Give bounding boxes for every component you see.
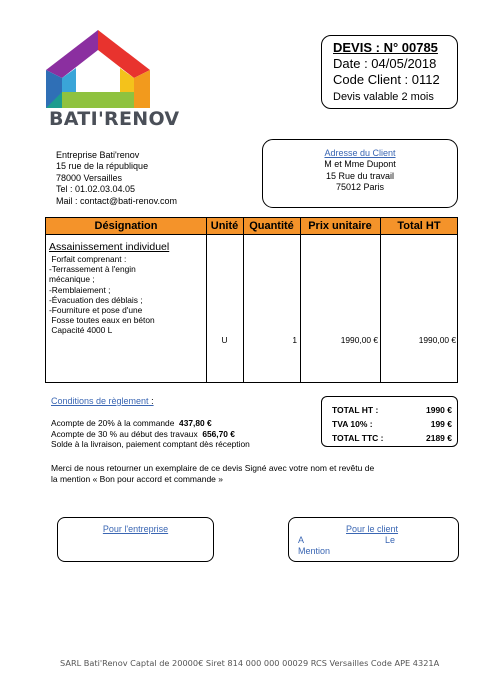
brand-name: BATI'RENOV	[49, 108, 180, 130]
header-unit-price: Prix unitaire	[308, 220, 372, 232]
total-ht-value: 1990 €	[426, 405, 452, 415]
table-header	[46, 218, 457, 235]
item-title: Assainissement individuel	[49, 241, 170, 253]
company-line: Tel : 01.02.03.04.05	[56, 184, 136, 195]
item-quantity: 1	[292, 335, 297, 345]
thank-you-text	[51, 463, 451, 486]
client-code: Code Client : 0112	[333, 72, 440, 87]
client-city: 75012 Paris	[335, 182, 385, 193]
acompte-1	[51, 418, 250, 429]
acompte-2-value: 656,70 €	[202, 428, 235, 439]
tva-row	[332, 419, 452, 429]
devis-validity: Devis valable 2 mois	[333, 91, 434, 103]
item-total: 1990,00 €	[418, 335, 456, 345]
total-ttc-value: 2189 €	[426, 433, 452, 443]
header-quantity: Quantité	[249, 220, 294, 232]
acompte-2-text: Acompte de 30 % au début des travaux	[51, 428, 198, 439]
client-signature-box[interactable]	[288, 517, 459, 562]
item-unit: U	[221, 335, 228, 345]
company-line: 15 rue de la république	[56, 161, 149, 172]
client-address-label: Adresse du Client	[324, 148, 396, 158]
header-total: Total HT	[397, 220, 441, 232]
company-line: 78000 Versailles	[56, 172, 123, 183]
company-signature-label: Pour l'entreprise	[102, 524, 169, 534]
acompte-1-text: Acompte de 20% à la commande	[51, 418, 175, 428]
acompte-2	[51, 429, 250, 440]
legal-footer: SARL Bati'Renov Captal de 20000€ Siret 814 000 000 00029 RCS Versailles Code APE 4321A	[60, 658, 440, 668]
devis-number: DEVIS : N° 00785	[333, 40, 438, 55]
devis-date: Date : 04/05/2018	[333, 56, 437, 71]
tva-value: 199 €	[430, 419, 452, 429]
quote-table	[45, 217, 458, 383]
total-ttc-row	[332, 433, 452, 443]
total-ht-row	[332, 405, 452, 415]
client-signature-label: Pour le client	[346, 524, 399, 534]
column-divider	[300, 218, 301, 382]
item-line: -Remblaiement ;	[49, 284, 111, 295]
item-line: -Évacuation des déblais ;	[49, 294, 143, 305]
item-line: Capacité 4000 L	[49, 325, 113, 336]
item-line: -Terrassement à l'engin	[49, 264, 136, 275]
payment-conditions-link: Conditions de règlement	[51, 396, 149, 406]
company-line: Mail : contact@bati-renov.com	[56, 195, 178, 206]
column-divider	[206, 218, 207, 382]
payment-conditions-label	[51, 396, 154, 406]
tva-label: TVA 10% :	[332, 419, 373, 429]
solde: Solde à la livraison, paiement comptant dès réception	[51, 439, 250, 450]
column-divider	[380, 218, 381, 382]
client-signature-place: A	[298, 535, 305, 545]
item-description	[49, 241, 169, 336]
thank-you-line: Merci de nous retourner un exemplaire de ce devis Signé avec votre nom et revêtu de	[51, 463, 375, 473]
logo-house-icon	[46, 30, 150, 108]
payment-conditions-suffix: :	[148, 396, 154, 406]
thank-you-line: la mention « Bon pour accord et commande »	[51, 474, 223, 485]
company-address	[56, 150, 177, 207]
item-line: mécanique ;	[49, 274, 95, 285]
devis-info-box	[321, 35, 458, 109]
column-divider	[243, 218, 244, 382]
client-address-box	[262, 139, 458, 208]
acompte-1-value: 437,80 €	[179, 418, 212, 428]
header-unit: Unité	[210, 220, 239, 232]
item-line: Fosse toutes eaux en béton	[49, 315, 155, 326]
total-ht-label: TOTAL HT :	[332, 405, 379, 415]
item-line: -Fourniture et pose d'une	[49, 305, 143, 316]
item-line: Forfait comprenant :	[49, 254, 127, 264]
client-signature-date: Le	[385, 535, 396, 545]
payment-conditions	[51, 418, 250, 450]
client-name: M et Mme Dupont	[324, 159, 396, 170]
client-street: 15 Rue du travail	[325, 170, 395, 181]
totals-box	[321, 396, 458, 447]
company-line: Entreprise Bati'renov	[56, 150, 140, 160]
header-designation: Désignation	[94, 220, 158, 232]
client-signature-mention: Mention	[298, 546, 331, 556]
total-ttc-label: TOTAL TTC :	[332, 433, 384, 443]
company-signature-box[interactable]	[57, 517, 214, 562]
item-unit-price: 1990,00 €	[340, 335, 378, 345]
